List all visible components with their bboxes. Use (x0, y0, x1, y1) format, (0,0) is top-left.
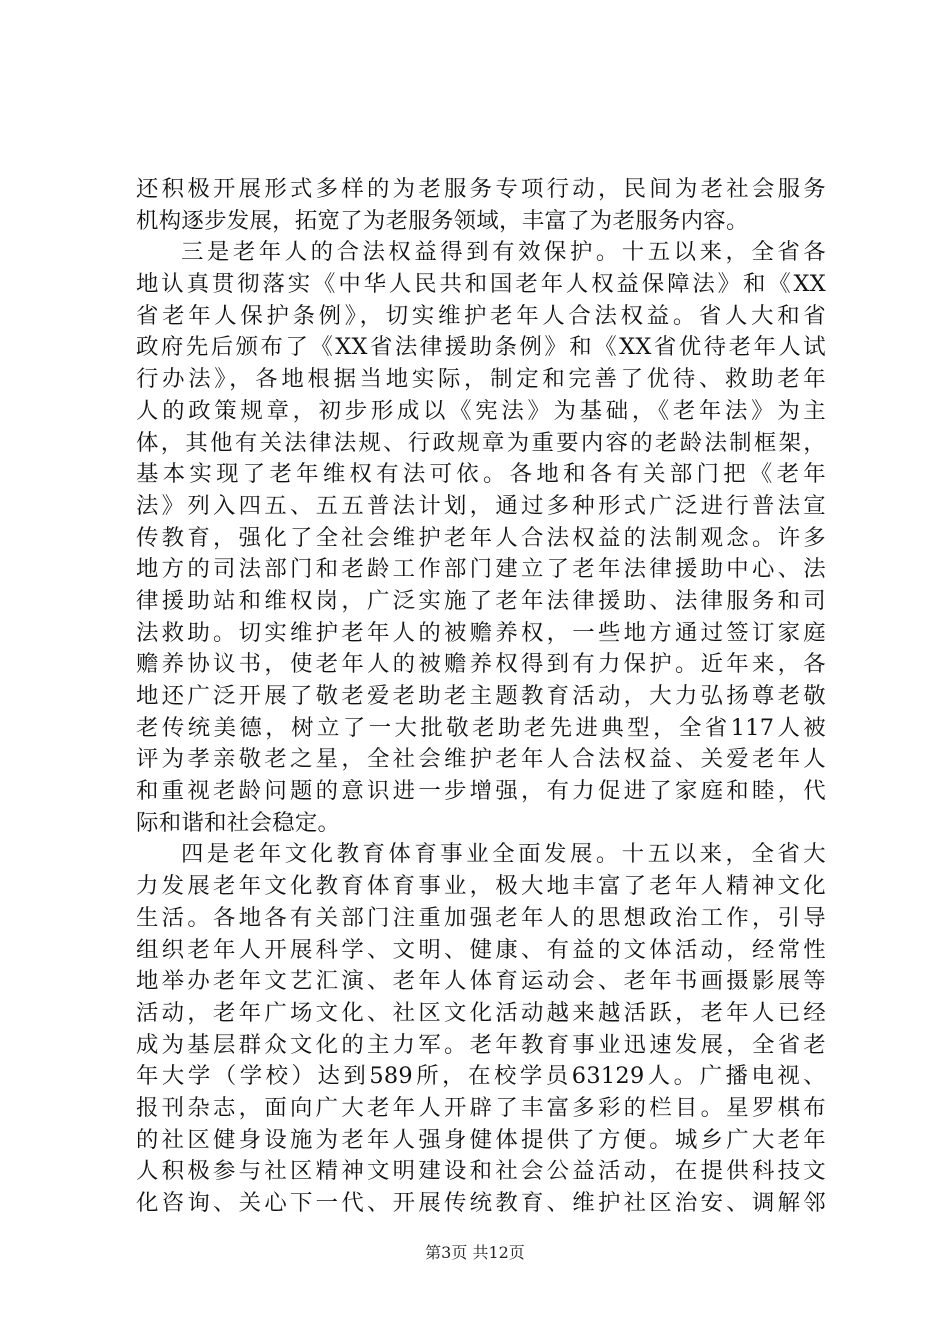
text-line: 四是老年文化教育体育事业全面发展。十五以来，全省大 (181, 841, 826, 868)
text-line: 组织老年人开展科学、文明、健康、有益的文体活动，经常性 (136, 936, 826, 963)
text-line: 法救助。切实维护老年人的被赡养权，一些地方通过签订家庭 (136, 619, 826, 646)
text-line: 成为基层群众文化的主力军。老年教育事业迅速发展，全省老 (136, 1031, 826, 1058)
text-line: 三是老年人的合法权益得到有效保护。十五以来，全省各 (181, 239, 826, 266)
text-line: 评为孝亲敬老之星，全社会维护老年人合法权益、关爱老年人 (136, 746, 826, 773)
text-line: 赡养协议书，使老年人的被赡养权得到有力保护。近年来，各 (136, 651, 826, 678)
text-line: 生活。各地各有关部门注重加强老年人的思想政治工作，引导 (136, 904, 826, 931)
text-line: 老传统美德，树立了一大批敬老助老先进典型，全省117人被 (136, 714, 826, 741)
text-line: 地方的司法部门和老龄工作部门建立了老年法律援助中心、法 (136, 556, 826, 583)
text-line: 基本实现了老年维权有法可依。各地和各有关部门把《老年 (136, 461, 826, 488)
text-line: 和重视老龄问题的意识进一步增强，有力促进了家庭和睦，代 (136, 778, 826, 805)
text-line: 年大学（学校）达到589所，在校学员63129人。广播电视、 (136, 1063, 826, 1090)
body-text (136, 174, 826, 1220)
text-line: 省老年人保护条例》，切实维护老年人合法权益。省人大和省 (136, 302, 826, 329)
text-line: 体，其他有关法律法规、行政规章为重要内容的老龄法制框架， (136, 429, 826, 456)
text-line: 人的政策规章，初步形成以《宪法》为基础，《老年法》为主 (136, 397, 826, 424)
text-line: 还积极开展形式多样的为老服务专项行动，民间为老社会服务 (136, 176, 826, 202)
text-line: 机构逐步发展，拓宽了为老服务领域，丰富了为老服务内容。 (136, 207, 749, 234)
text-line: 法》列入四五、五五普法计划，通过多种形式广泛进行普法宣 (136, 492, 826, 519)
text-line: 化咨询、关心下一代、开展传统教育、维护社区治安、调解邻 (136, 1190, 826, 1216)
text-line: 地认真贯彻落实《中华人民共和国老年人权益保障法》和《XX (136, 271, 826, 298)
text-line: 地举办老年文艺汇演、老年人体育运动会、老年书画摄影展等 (136, 968, 826, 995)
text-line: 活动，老年广场文化、社区文化活动越来越活跃，老年人已经 (136, 999, 826, 1026)
text-line: 力发展老年文化教育体育事业，极大地丰富了老年人精神文化 (136, 873, 826, 900)
text-line: 政府先后颁布了《XX省法律援助条例》和《XX省优待老年人试 (136, 334, 826, 361)
text-line: 地还广泛开展了敬老爱老助老主题教育活动，大力弘扬尊老敬 (136, 683, 826, 709)
text-line: 报刊杂志，面向广大老年人开辟了丰富多彩的栏目。星罗棋布 (136, 1094, 826, 1121)
text-line: 人积极参与社区精神文明建设和社会公益活动，在提供科技文 (136, 1158, 826, 1185)
text-line: 律援助站和维权岗，广泛实施了老年法律援助、法律服务和司 (136, 587, 826, 614)
text-line: 行办法》，各地根据当地实际，制定和完善了优待、救助老年 (136, 366, 826, 393)
text-line: 的社区健身设施为老年人强身健体提供了方便。城乡广大老年 (136, 1126, 826, 1153)
text-line: 传教育，强化了全社会维护老年人合法权益的法制观念。许多 (136, 524, 826, 551)
text-line: 际和谐和社会稳定。 (136, 809, 341, 836)
page-footer: 第3页 共12页 (425, 1243, 525, 1262)
